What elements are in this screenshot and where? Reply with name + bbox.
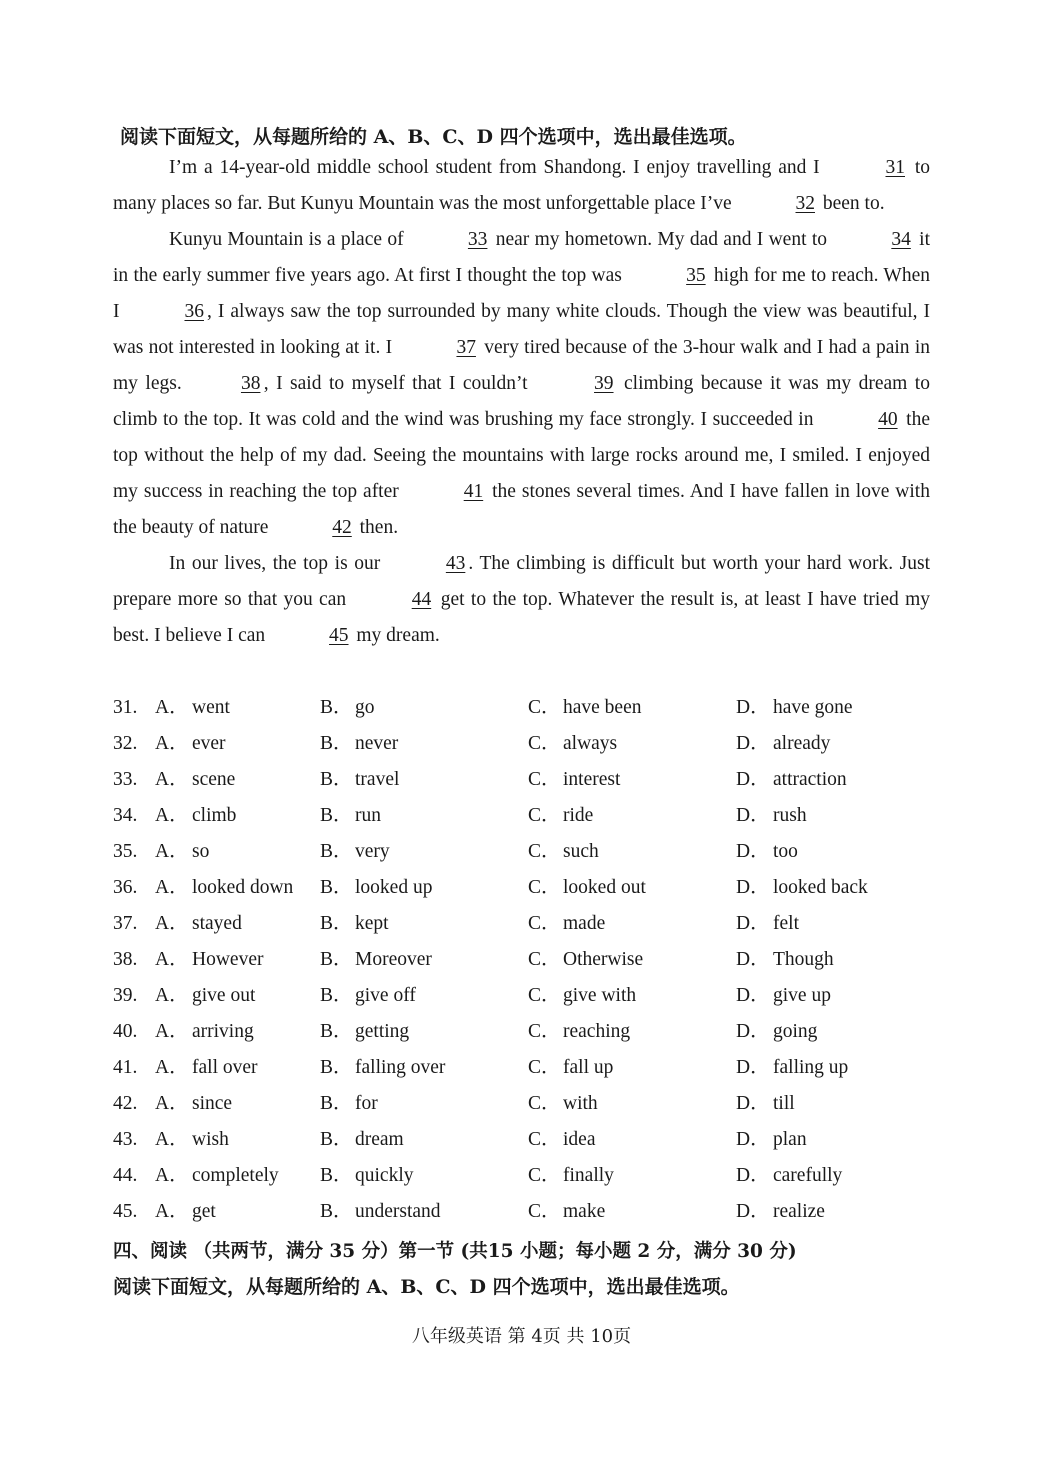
option-a-text: give out (192, 985, 256, 1006)
blank-34: 34 (891, 229, 911, 250)
option-a-text: ever (192, 733, 226, 754)
option-letter-c: C． (528, 733, 561, 754)
question-number: 43. (113, 1129, 138, 1150)
option-b-text: go (355, 697, 375, 718)
option-c-text: fall up (563, 1057, 614, 1078)
question-number: 39. (113, 985, 138, 1006)
option-d-text: felt (773, 913, 799, 934)
option-letter-b: B． (320, 1165, 353, 1186)
option-letter-c: C． (528, 1201, 561, 1222)
passage-text: high for me to reach. When I (113, 265, 930, 322)
question-number: 37. (113, 913, 138, 934)
option-letter-a: A． (155, 733, 189, 754)
question-number: 42. (113, 1093, 138, 1114)
option-c-text: give with (563, 985, 637, 1006)
option-row (113, 1158, 930, 1194)
option-letter-b: B． (320, 1129, 353, 1150)
option-letter-d: D． (736, 769, 770, 790)
option-d-text: carefully (773, 1165, 843, 1186)
option-c-text: Otherwise (563, 949, 644, 970)
question-number: 32. (113, 733, 138, 754)
option-row (113, 1194, 930, 1230)
option-a-text: arriving (192, 1021, 254, 1042)
passage-text: to many places so far. But Kunyu Mountain was the most unforgettable place I’ve (113, 157, 930, 214)
option-row (113, 1014, 930, 1050)
option-row (113, 870, 930, 906)
option-letter-d: D． (736, 985, 770, 1006)
option-b-text: travel (355, 769, 400, 790)
blank-31: 31 (885, 157, 905, 178)
question-number: 31. (113, 697, 138, 718)
passage-text: get to the top. Whatever the result is, at least I have tried my best. I believe I can (113, 589, 930, 646)
option-b-text: kept (355, 913, 389, 934)
option-letter-a: A． (155, 1165, 189, 1186)
option-c-text: looked out (563, 877, 646, 898)
passage-text: been to. (818, 193, 885, 214)
option-letter-b: B． (320, 1021, 353, 1042)
option-letter-a: A． (155, 949, 189, 970)
question-number: 45. (113, 1201, 138, 1222)
page-footer: 八年级英语 第 4页 共 10页 (411, 1326, 632, 1347)
cloze-passage (113, 150, 930, 654)
option-a-text: stayed (192, 913, 242, 934)
option-letter-a: A． (155, 841, 189, 862)
section-4-heading: 四、阅读 （共两节，满分 35 分）第一节 (共15 小题；每小题 2 分，满分 30 分) (113, 1241, 797, 1262)
option-b-text: run (355, 805, 381, 826)
option-letter-d: D． (736, 1021, 770, 1042)
blank-38: 38 (240, 373, 261, 394)
option-c-text: reaching (563, 1021, 631, 1042)
question-number: 36. (113, 877, 138, 898)
question-number: 38. (113, 949, 138, 970)
option-b-text: dream (355, 1129, 404, 1150)
option-letter-a: A． (155, 769, 189, 790)
option-b-text: falling over (355, 1057, 446, 1078)
option-letter-b: B． (320, 769, 353, 790)
passage-text: Kunyu Mountain is a place of (169, 229, 409, 250)
option-a-text: completely (192, 1165, 279, 1186)
option-c-text: with (563, 1093, 598, 1114)
option-letter-a: A． (155, 913, 189, 934)
instruction-top: 阅读下面短文，从每题所给的 A、B、C、D 四个选项中，选出最佳选项。 (120, 126, 747, 148)
option-letter-a: A． (155, 985, 189, 1006)
option-letter-b: B． (320, 697, 353, 718)
option-letter-c: C． (528, 1165, 561, 1186)
option-letter-b: B． (320, 1057, 353, 1078)
option-a-text: fall over (192, 1057, 258, 1078)
option-b-text: very (355, 841, 390, 862)
blank-41: 41 (463, 481, 484, 502)
option-row (113, 834, 930, 870)
blank-37: 37 (456, 337, 476, 358)
option-c-text: idea (563, 1129, 596, 1150)
option-letter-b: B． (320, 877, 353, 898)
option-b-text: Moreover (355, 949, 432, 970)
option-b-text: give off (355, 985, 416, 1006)
option-letter-d: D． (736, 841, 770, 862)
option-letter-d: D． (736, 697, 770, 718)
blank-42: 42 (332, 517, 352, 538)
passage-text: . The climbing is difficult but worth your hard work. Just prepare more so that you can (113, 553, 931, 610)
paragraph-3 (113, 546, 930, 654)
answer-options (113, 690, 930, 1230)
passage-text: climbing because it was my dream to climb to the top. It was cold and the wind was brushing my face strongly. I succeeded in (113, 373, 930, 430)
option-d-text: plan (773, 1129, 807, 1150)
option-letter-b: B． (320, 1093, 353, 1114)
passage-text: In our lives, the top is our (169, 553, 387, 574)
passage-text: I’m a 14-year-old middle school student from Shandong. I enjoy travelling and I (169, 157, 827, 178)
option-a-text: get (192, 1201, 216, 1222)
option-row (113, 798, 930, 834)
option-letter-d: D． (736, 913, 770, 934)
option-letter-c: C． (528, 877, 561, 898)
blank-33: 33 (467, 229, 488, 250)
option-letter-c: C． (528, 1093, 561, 1114)
blank-36: 36 (184, 301, 204, 322)
blank-35: 35 (686, 265, 706, 286)
passage-text: then. (354, 517, 399, 538)
option-d-text: have gone (773, 697, 853, 718)
option-d-text: too (773, 841, 798, 862)
option-row (113, 906, 930, 942)
paragraph-2 (113, 222, 930, 546)
passage-text: my dream. (351, 625, 440, 646)
option-d-text: till (773, 1093, 795, 1114)
option-b-text: getting (355, 1021, 410, 1042)
question-number: 40. (113, 1021, 138, 1042)
option-row (113, 1050, 930, 1086)
option-letter-c: C． (528, 913, 561, 934)
instruction-bottom: 阅读下面短文，从每题所给的 A、B、C、D 四个选项中，选出最佳选项。 (113, 1276, 740, 1298)
option-letter-b: B． (320, 733, 353, 754)
option-b-text: for (355, 1093, 378, 1114)
option-row (113, 1122, 930, 1158)
option-c-text: such (563, 841, 599, 862)
option-letter-c: C． (528, 697, 561, 718)
option-d-text: Though (773, 949, 834, 970)
blank-44: 44 (411, 589, 432, 610)
option-letter-a: A． (155, 1093, 189, 1114)
option-row (113, 690, 930, 726)
passage-text: the stones several times. And I have fallen in love with the beauty of nature (113, 481, 930, 538)
option-letter-c: C． (528, 769, 561, 790)
option-letter-d: D． (736, 1165, 770, 1186)
option-letter-d: D． (736, 1129, 770, 1150)
option-d-text: attraction (773, 769, 847, 790)
option-letter-a: A． (155, 877, 189, 898)
option-a-text: so (192, 841, 210, 862)
question-number: 41. (113, 1057, 138, 1078)
option-letter-b: B． (320, 841, 353, 862)
option-a-text: wish (192, 1129, 229, 1150)
option-row (113, 1086, 930, 1122)
option-letter-c: C． (528, 1129, 561, 1150)
option-a-text: went (192, 697, 230, 718)
question-number: 44. (113, 1165, 138, 1186)
option-letter-d: D． (736, 1201, 770, 1222)
option-letter-a: A． (155, 805, 189, 826)
passage-text: the top without the help of my dad. Seeing the mountains with large rocks around me, I smiled. I enjoyed my success in reaching the top after (113, 409, 931, 502)
option-b-text: never (355, 733, 399, 754)
question-number: 34. (113, 805, 138, 826)
option-row (113, 942, 930, 978)
blank-39: 39 (594, 373, 614, 394)
option-a-text: looked down (192, 877, 294, 898)
option-letter-d: D． (736, 733, 770, 754)
option-letter-d: D． (736, 805, 770, 826)
paragraph-1 (113, 150, 930, 222)
option-letter-d: D． (736, 949, 770, 970)
option-a-text: since (192, 1093, 233, 1114)
option-letter-d: D． (736, 1093, 770, 1114)
option-letter-c: C． (528, 985, 561, 1006)
option-c-text: have been (563, 697, 642, 718)
option-letter-c: C． (528, 841, 561, 862)
option-letter-b: B． (320, 985, 353, 1006)
blank-43: 43 (445, 553, 466, 574)
option-c-text: interest (563, 769, 621, 790)
option-d-text: give up (773, 985, 831, 1006)
option-letter-a: A． (155, 697, 189, 718)
option-b-text: looked up (355, 877, 433, 898)
option-d-text: going (773, 1021, 818, 1042)
option-c-text: finally (563, 1165, 614, 1186)
option-letter-c: C． (528, 949, 561, 970)
blank-45: 45 (329, 625, 349, 646)
option-letter-b: B． (320, 805, 353, 826)
option-letter-a: A． (155, 1129, 189, 1150)
option-letter-b: B． (320, 1201, 353, 1222)
option-d-text: already (773, 733, 831, 754)
option-letter-b: B． (320, 913, 353, 934)
option-letter-a: A． (155, 1201, 189, 1222)
option-b-text: quickly (355, 1165, 414, 1186)
passage-text: very tired because of the 3-hour walk and I had a pain in my legs. (113, 337, 931, 394)
option-c-text: made (563, 913, 606, 934)
passage-text: , I always saw the top surrounded by many white clouds. Though the view was beautiful, I was not interested in looking at it. I (113, 301, 930, 358)
option-letter-d: D． (736, 1057, 770, 1078)
blank-40: 40 (878, 409, 898, 430)
question-number: 33. (113, 769, 138, 790)
blank-32: 32 (795, 193, 815, 214)
option-letter-c: C． (528, 1057, 561, 1078)
option-letter-a: A． (155, 1057, 189, 1078)
option-d-text: falling up (773, 1057, 849, 1078)
option-a-text: climb (192, 805, 237, 826)
option-d-text: looked back (773, 877, 868, 898)
option-c-text: make (563, 1201, 606, 1222)
option-d-text: realize (773, 1201, 825, 1222)
option-a-text: scene (192, 769, 236, 790)
passage-text: , I said to myself that I couldn’t (263, 373, 536, 394)
option-c-text: ride (563, 805, 594, 826)
option-a-text: However (192, 949, 264, 970)
option-letter-a: A． (155, 1021, 189, 1042)
option-b-text: understand (355, 1201, 441, 1222)
option-letter-c: C． (528, 805, 561, 826)
option-row (113, 978, 930, 1014)
option-row (113, 762, 930, 798)
option-d-text: rush (773, 805, 807, 826)
option-letter-b: B． (320, 949, 353, 970)
question-number: 35. (113, 841, 138, 862)
option-row (113, 726, 930, 762)
option-letter-c: C． (528, 1021, 561, 1042)
option-letter-d: D． (736, 877, 770, 898)
passage-text: it in the early summer five years ago. At first I thought the top was (113, 229, 930, 286)
passage-text: near my hometown. My dad and I went to (490, 229, 833, 250)
option-c-text: always (563, 733, 618, 754)
